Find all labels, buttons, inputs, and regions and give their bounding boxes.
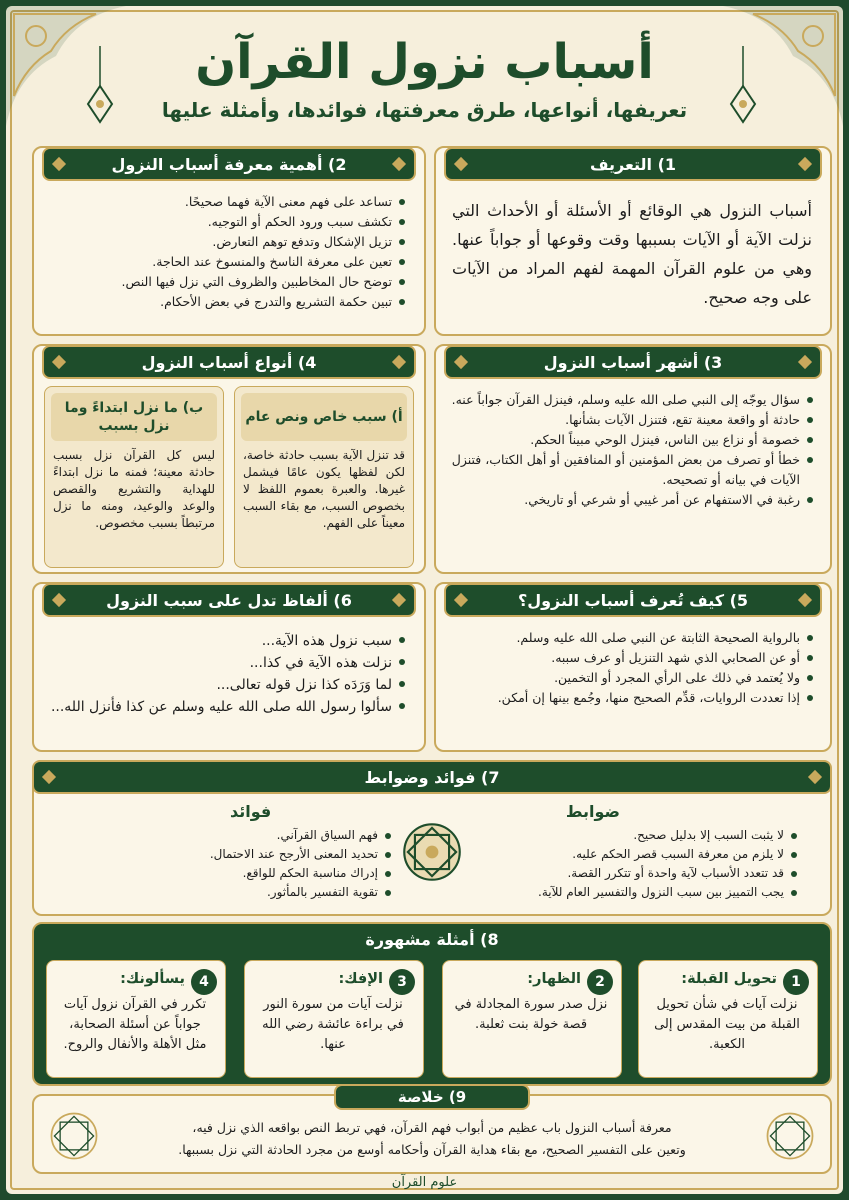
phrases-list [48,630,408,718]
section-types [32,344,426,574]
list-item: أو عن الصحابي الذي شهد التنزيل أو عرف سببه. [446,648,816,668]
list-item: إذا تعددت الروايات، قدِّم الصحيح منها، وجُمع بينها إن أمكن. [446,688,816,708]
section-common-causes [434,344,832,574]
poster [6,6,843,1194]
definition-text: أسباب النزول هي الوقائع أو الأسئلة أو الأحداث التي نزلت الآية أو الآيات بسببها وقت وقوعها أو جواباً عنها. وهي من علوم القرآن المهمة لفهم المراد من الآيات على وجه صحيح. [452,201,812,307]
list-item: تساعد على فهم معنى الآية فهما صحيحًا. [44,192,408,212]
example-text: نزلت آيات من سورة النور في براءة عائشة رضي الله عنها. [262,997,404,1052]
section-header: 7) فوائد وضوابط [32,760,832,794]
list-item: خصومة أو نزاع بين الناس، فينزل الوحي مبيناً الحكم. [446,430,816,450]
example-card-4 [46,960,226,1078]
list-item: تعين على معرفة الناسخ والمنسوخ عند الحاجة. [44,252,408,272]
type-b-title: ب) ما نزل ابتداءً وما نزل بسبب [51,393,217,441]
type-a-text: قد تنزل الآية بسبب حادثة خاصة، لكن لفظها يكون عامًا فيشمل غيرها. والعبرة بعموم اللفظ لا بخصوص السبب، مع بقاء السبب معيناً على الفهم. [243,448,405,530]
example-number: 2 [587,969,613,995]
list-item: سألوا رسول الله صلى الله عليه وسلم عن كذا فأنزل الله... [48,696,408,718]
section-phrases [32,582,426,752]
footer-label: علوم القرآن [391,1175,458,1190]
example-text: تكرر في القرآن نزول آيات جواباً عن أسئلة الصحابة، مثل الأهلة والأنفال والروح. [63,997,207,1052]
section-how-known [434,582,832,752]
example-text: نزل صدر سورة المجادلة في قصة خولة بنت ثعلبة. [454,997,608,1032]
example-number: 1 [783,969,809,995]
list-item: تقوية التفسير بالمأثور. [94,883,394,902]
example-title: الظهار: [527,971,581,987]
list-item: تزيل الإشكال وتدفع توهم التعارض. [44,232,408,252]
rules-title: ضوابط [565,802,620,821]
example-card-2 [442,960,622,1078]
importance-list [44,192,408,312]
section-header: 8) أمثلة مشهورة [365,930,499,949]
section-header: 2) أهمية معرفة أسباب النزول [42,147,416,181]
rosette-icon [764,1110,816,1162]
rosette-icon [48,1110,100,1162]
benefits-title: فوائد [230,802,272,821]
section-header: 4) أنواع أسباب النزول [42,345,416,379]
type-a-box [234,386,414,568]
list-item: تبين حكمة التشريع والتدرج في بعض الأحكام. [44,292,408,312]
example-number: 3 [389,969,415,995]
list-item: سؤال يوجّه إلى النبي صلى الله عليه وسلم، فينزل القرآن جواباً عنه. [446,390,816,410]
list-item: خطأ أو تصرف من بعض المؤمنين أو المنافقين أو أهل الكتاب، فتنزل الآيات في بيانه أو تصحيحه. [446,450,816,490]
list-item: رغبة في الاستفهام عن أمر غيبي أو شرعي أو تاريخي. [446,490,816,510]
list-item: نزلت هذه الآية في كذا... [48,652,408,674]
list-item: ولا يُعتمد في ذلك على الرأي المجرد أو التخمين. [446,668,816,688]
example-title: الإفك: [338,971,383,987]
list-item: تكشف سبب ورود الحكم أو التوجيه. [44,212,408,232]
list-item: بالرواية الصحيحة الثابتة عن النبي صلى الله عليه وسلم. [446,628,816,648]
page-subtitle: تعريفها، أنواعها، طرق معرفتها، فوائدها، وأمثلة عليها [161,98,688,122]
section-importance [32,146,426,336]
rules-list [440,826,800,902]
example-title: يسألونك: [120,971,185,987]
section-definition [434,146,832,336]
list-item: قد تتعدد الأسباب لآية واحدة أو تتكرر القصة. [440,864,800,883]
summary-line-2: وتعين على التفسير الصحيح، مع بقاء هداية القرآن وأحكامه أوسع من مجرد الحادثة التي نزل بسببها. [178,1142,686,1157]
list-item: لما وَرَدَه كذا نزل قوله تعالى... [48,674,408,696]
page-title: أسباب نزول القرآن [195,34,654,90]
rosette-icon [400,820,464,884]
example-card-1 [638,960,818,1078]
how-known-list [446,628,816,708]
example-number: 4 [191,969,217,995]
section-header: 5) كيف تُعرف أسباب النزول؟ [444,583,822,617]
list-item: حادثة أو واقعة معينة تقع، فتنزل الآيات بشأنها. [446,410,816,430]
list-item: إدراك مناسبة الحكم للواقع. [94,864,394,883]
causes-list [446,390,816,510]
section-header: 1) التعريف [444,147,822,181]
section-header: 3) أشهر أسباب النزول [444,345,822,379]
section-header: 9) خلاصة [334,1084,530,1110]
summary-line-1: معرفة أسباب النزول باب عظيم من أبواب فهم القرآن، فهي تربط النص بواقعه الذي نزل فيه، [192,1120,672,1135]
type-b-box [44,386,224,568]
section-benefits-rules [32,760,832,916]
list-item: لا يلزم من معرفة السبب قصر الحكم عليه. [440,845,800,864]
list-item: يجب التمييز بين سبب النزول والتفسير العام للآية. [440,883,800,902]
list-item: تحديد المعنى الأرجح عند الاحتمال. [94,845,394,864]
example-card-3 [244,960,424,1078]
list-item: لا يثبت السبب إلا بدليل صحيح. [440,826,800,845]
type-a-title: أ) سبب خاص ونص عام [241,393,407,441]
type-b-text: ليس كل القرآن نزل بسبب حادثة معينة؛ فمنه ما نزل ابتداءً للهداية والتشريع والقصص والوعد والوعيد، ومنه ما نزل مرتبطاً بسبب مخصوص. [53,448,215,530]
list-item: فهم السياق القرآني. [94,826,394,845]
section-header: 6) ألفاظ تدل على سبب النزول [42,583,416,617]
list-item: توضح حال المخاطبين والظروف التي نزل فيها النص. [44,272,408,292]
benefits-list [94,826,394,902]
example-text: نزلت آيات في شأن تحويل القبلة من بيت المقدس إلى الكعبة. [654,997,800,1052]
list-item: سبب نزول هذه الآية... [48,630,408,652]
section-summary [32,1088,832,1174]
example-title: تحويل القبلة: [681,971,777,987]
